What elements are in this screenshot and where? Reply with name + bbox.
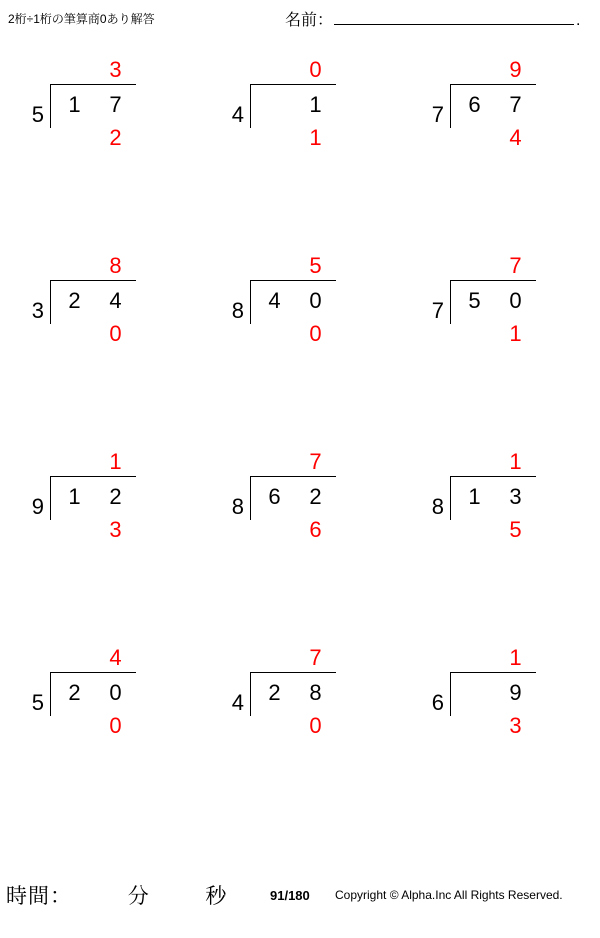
long-division-figure <box>18 253 178 378</box>
remainder-ones-digit: 3 <box>509 713 522 738</box>
remainder-tens-digit <box>454 124 495 152</box>
division-bracket-overbar <box>450 280 536 281</box>
dividend-tens-digit: 2 <box>68 680 81 705</box>
quotient-ones-digit: 3 <box>109 57 122 82</box>
remainder-ones-digit: 1 <box>309 125 322 150</box>
remainder-tens-digit <box>454 712 495 740</box>
problem-cell <box>200 248 400 444</box>
dividend-tens-digit <box>454 678 495 708</box>
quotient-ones-digit: 1 <box>109 449 122 474</box>
division-bracket-vertical <box>250 84 251 128</box>
seconds-label: 秒 <box>205 885 228 908</box>
quotient-tens-digit <box>254 56 295 84</box>
remainder-ones-digit: 0 <box>309 321 322 346</box>
dividend-ones-digit: 2 <box>309 484 322 509</box>
remainder-tens-digit <box>254 712 295 740</box>
quotient <box>254 56 336 84</box>
remainder-tens-digit <box>454 320 495 348</box>
dividend-ones-digit: 7 <box>509 92 522 117</box>
division-bracket-vertical <box>250 280 251 324</box>
remainder-ones-digit: 0 <box>309 713 322 738</box>
quotient-ones-digit: 5 <box>309 253 322 278</box>
remainder-tens-digit <box>254 124 295 152</box>
problem-cell <box>400 248 600 444</box>
problem-cell <box>400 444 600 640</box>
dividend-ones-digit: 4 <box>109 288 122 313</box>
dividend <box>54 90 136 120</box>
dividend-tens-digit: 1 <box>468 484 481 509</box>
division-bracket-overbar <box>50 672 136 673</box>
long-division-figure <box>418 645 578 770</box>
division-bracket-vertical <box>50 476 51 520</box>
remainder-ones-digit: 0 <box>109 321 122 346</box>
divisor: 6 <box>431 690 444 715</box>
divisor: 4 <box>231 102 244 127</box>
remainder <box>254 124 336 152</box>
dividend-ones-digit: 7 <box>109 92 122 117</box>
long-division-figure <box>218 57 378 182</box>
remainder <box>54 516 136 544</box>
quotient-ones-digit: 1 <box>509 645 522 670</box>
quotient-tens-digit <box>54 644 95 672</box>
long-division-figure <box>418 57 578 182</box>
quotient-ones-digit: 7 <box>509 253 522 278</box>
remainder <box>54 320 136 348</box>
dividend-ones-digit: 2 <box>109 484 122 509</box>
quotient-ones-digit: 4 <box>109 645 122 670</box>
remainder-tens-digit <box>254 516 295 544</box>
divisor: 7 <box>431 298 444 323</box>
dividend <box>254 678 336 708</box>
problem-cell <box>0 248 200 444</box>
remainder-tens-digit <box>54 712 95 740</box>
quotient <box>54 56 136 84</box>
dividend <box>54 678 136 708</box>
quotient <box>54 252 136 280</box>
problem-row <box>0 248 600 444</box>
division-bracket-vertical <box>450 672 451 716</box>
problem-row <box>0 444 600 640</box>
quotient <box>454 644 536 672</box>
quotient-tens-digit <box>54 56 95 84</box>
name-period: . <box>576 12 581 29</box>
name-input-line[interactable] <box>334 6 574 25</box>
worksheet-footer <box>0 880 600 920</box>
long-division-figure <box>218 449 378 574</box>
quotient-ones-digit: 0 <box>309 57 322 82</box>
division-bracket-overbar <box>250 280 336 281</box>
remainder <box>454 516 536 544</box>
dividend-tens-digit <box>254 90 295 120</box>
quotient-ones-digit: 7 <box>309 645 322 670</box>
long-division-figure <box>218 253 378 378</box>
dividend-ones-digit: 0 <box>109 680 122 705</box>
problem-cell <box>0 640 200 836</box>
remainder-ones-digit: 3 <box>109 517 122 542</box>
quotient-tens-digit <box>454 644 495 672</box>
dividend <box>454 90 536 120</box>
long-division-figure <box>418 253 578 378</box>
divisor: 4 <box>231 690 244 715</box>
problem-cell <box>200 444 400 640</box>
divisor: 8 <box>231 494 244 519</box>
page-title: 2桁÷1桁の筆算商0あり解答 <box>8 12 155 26</box>
division-bracket-overbar <box>450 476 536 477</box>
divisor: 3 <box>31 298 44 323</box>
worksheet-header <box>0 0 600 44</box>
quotient-ones-digit: 8 <box>109 253 122 278</box>
quotient-tens-digit <box>254 252 295 280</box>
remainder-ones-digit: 2 <box>109 125 122 150</box>
remainder-tens-digit <box>54 516 95 544</box>
division-bracket-overbar <box>450 672 536 673</box>
problem-cell <box>200 640 400 836</box>
dividend-ones-digit: 0 <box>309 288 322 313</box>
divisor: 5 <box>31 102 44 127</box>
remainder-ones-digit: 0 <box>109 713 122 738</box>
division-bracket-vertical <box>50 84 51 128</box>
quotient <box>454 252 536 280</box>
remainder-tens-digit <box>54 124 95 152</box>
problem-cell <box>0 52 200 248</box>
remainder <box>254 516 336 544</box>
division-bracket-vertical <box>250 672 251 716</box>
quotient-tens-digit <box>54 252 95 280</box>
remainder <box>454 712 536 740</box>
division-bracket-overbar <box>450 84 536 85</box>
division-bracket-vertical <box>450 476 451 520</box>
quotient-tens-digit <box>254 448 295 476</box>
dividend-tens-digit: 2 <box>68 288 81 313</box>
dividend <box>254 482 336 512</box>
divisor: 9 <box>31 494 44 519</box>
quotient-ones-digit: 7 <box>309 449 322 474</box>
dividend-tens-digit: 2 <box>268 680 281 705</box>
time-label: 時間： <box>6 885 72 908</box>
quotient <box>454 56 536 84</box>
dividend <box>54 286 136 316</box>
division-bracket-vertical <box>50 280 51 324</box>
divisor: 7 <box>431 102 444 127</box>
quotient <box>254 644 336 672</box>
problem-cell <box>0 444 200 640</box>
division-bracket-vertical <box>450 280 451 324</box>
quotient-ones-digit: 1 <box>509 449 522 474</box>
dividend <box>254 90 336 120</box>
quotient-tens-digit <box>254 644 295 672</box>
remainder <box>454 320 536 348</box>
remainder <box>54 712 136 740</box>
remainder-ones-digit: 6 <box>309 517 322 542</box>
long-division-figure <box>218 645 378 770</box>
quotient <box>454 448 536 476</box>
quotient-ones-digit: 9 <box>509 57 522 82</box>
quotient-tens-digit <box>454 56 495 84</box>
quotient-tens-digit <box>54 448 95 476</box>
minutes-label: 分 <box>127 885 150 908</box>
long-division-figure <box>418 449 578 574</box>
remainder-ones-digit: 1 <box>509 321 522 346</box>
quotient <box>54 644 136 672</box>
divisor: 8 <box>231 298 244 323</box>
time-record-area <box>6 880 227 910</box>
division-bracket-overbar <box>50 280 136 281</box>
problem-cell <box>400 640 600 836</box>
quotient <box>254 252 336 280</box>
division-bracket-vertical <box>450 84 451 128</box>
divisor: 5 <box>31 690 44 715</box>
quotient <box>54 448 136 476</box>
divisor: 8 <box>431 494 444 519</box>
remainder <box>54 124 136 152</box>
dividend <box>254 286 336 316</box>
division-bracket-vertical <box>50 672 51 716</box>
quotient-tens-digit <box>454 252 495 280</box>
page-number: 91/180 <box>270 888 310 903</box>
remainder <box>254 712 336 740</box>
long-division-figure <box>18 57 178 182</box>
division-bracket-overbar <box>250 84 336 85</box>
dividend-ones-digit: 1 <box>309 92 322 117</box>
remainder-ones-digit: 4 <box>509 125 522 150</box>
division-bracket-overbar <box>50 476 136 477</box>
dividend-ones-digit: 0 <box>509 288 522 313</box>
problem-cell <box>200 52 400 248</box>
remainder-tens-digit <box>454 516 495 544</box>
problem-cell <box>400 52 600 248</box>
dividend-tens-digit: 1 <box>68 484 81 509</box>
quotient <box>254 448 336 476</box>
remainder <box>254 320 336 348</box>
quotient-tens-digit <box>454 448 495 476</box>
dividend <box>454 482 536 512</box>
dividend-ones-digit: 8 <box>309 680 322 705</box>
problem-row <box>0 52 600 248</box>
long-division-figure <box>18 645 178 770</box>
copyright-notice: Copyright © Alpha.Inc All Rights Reserved. <box>335 888 563 902</box>
dividend-tens-digit: 1 <box>68 92 81 117</box>
dividend <box>454 286 536 316</box>
name-label: 名前： <box>285 12 334 29</box>
division-bracket-vertical <box>250 476 251 520</box>
remainder-tens-digit <box>54 320 95 348</box>
name-field-area <box>285 6 580 30</box>
division-bracket-overbar <box>250 672 336 673</box>
remainder <box>454 124 536 152</box>
dividend <box>54 482 136 512</box>
dividend <box>454 678 536 708</box>
dividend-tens-digit: 6 <box>268 484 281 509</box>
dividend-tens-digit: 4 <box>268 288 281 313</box>
division-bracket-overbar <box>50 84 136 85</box>
remainder-tens-digit <box>254 320 295 348</box>
dividend-ones-digit: 3 <box>509 484 522 509</box>
dividend-tens-digit: 6 <box>468 92 481 117</box>
problem-grid <box>0 52 600 836</box>
remainder-ones-digit: 5 <box>509 517 522 542</box>
division-bracket-overbar <box>250 476 336 477</box>
dividend-tens-digit: 5 <box>468 288 481 313</box>
problem-row <box>0 640 600 836</box>
long-division-figure <box>18 449 178 574</box>
dividend-ones-digit: 9 <box>509 680 522 705</box>
